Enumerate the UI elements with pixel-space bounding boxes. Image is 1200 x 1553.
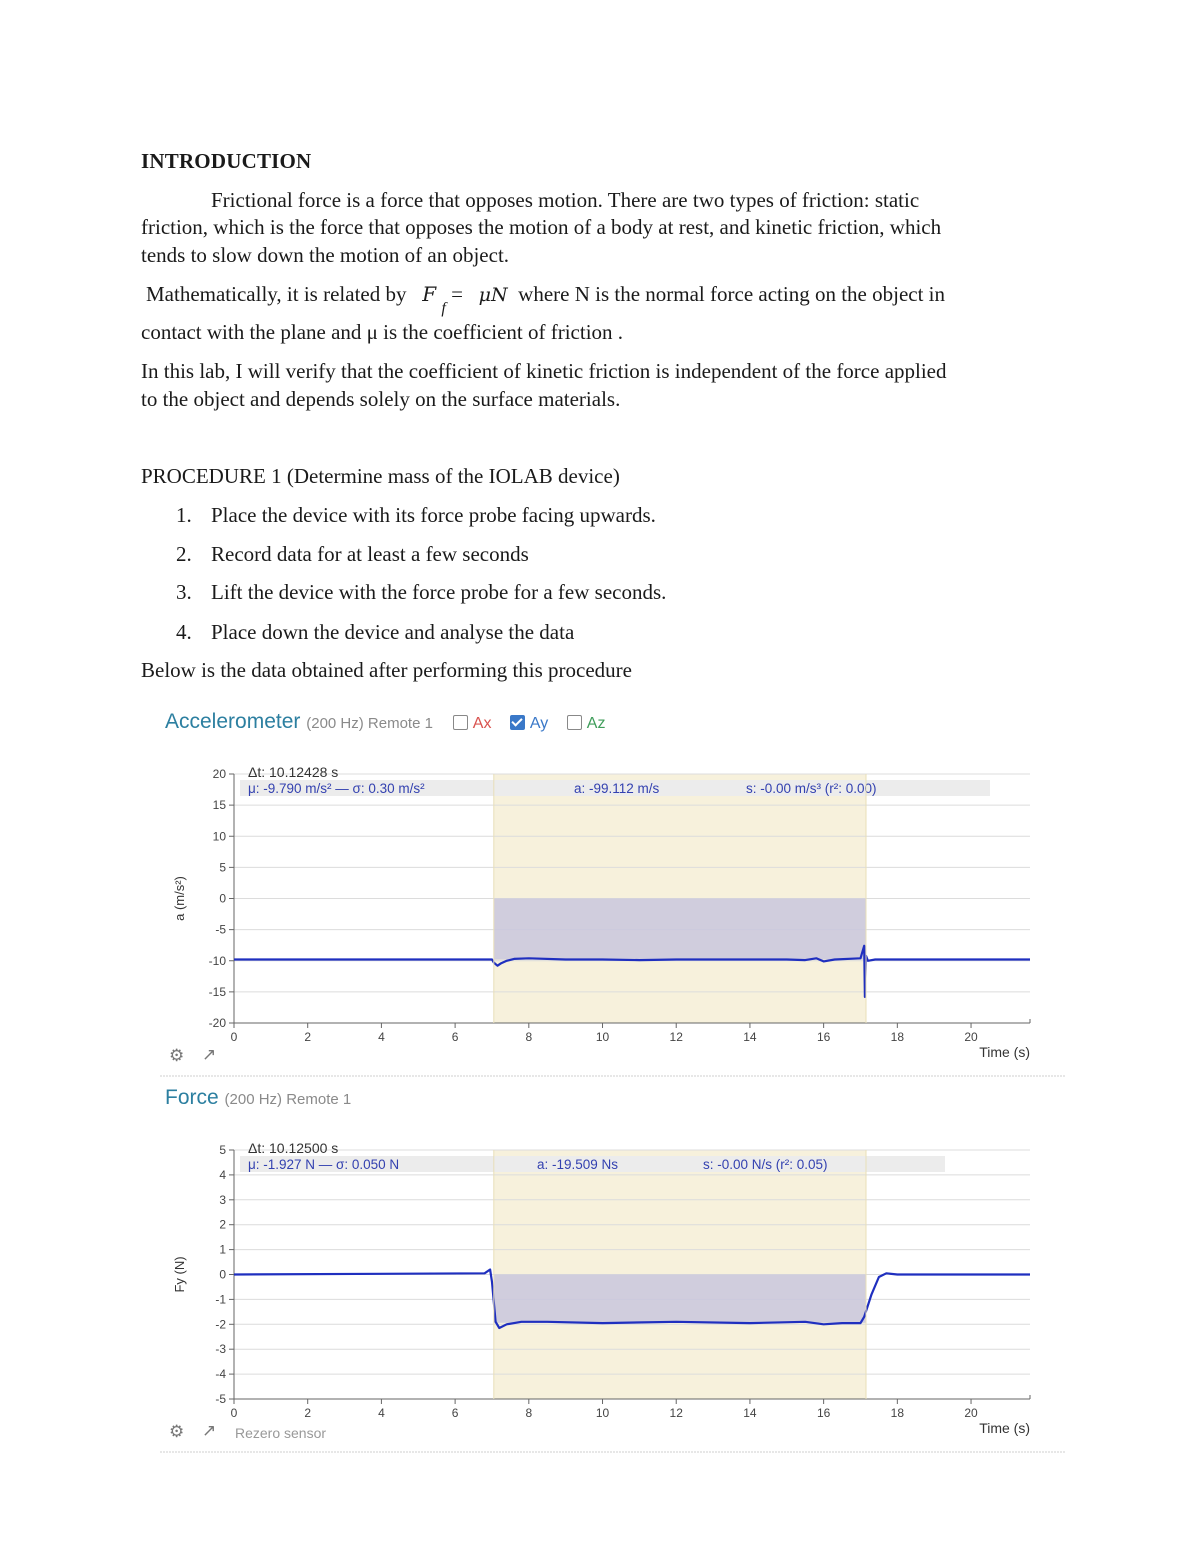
force-x-tick-label: 10	[595, 1406, 610, 1420]
force-y-tick-label: -1	[215, 1292, 226, 1307]
force-x-tick-label: 14	[743, 1406, 757, 1420]
force-stats-slope: s: -0.00 N/s (r²: 0.05)	[703, 1157, 828, 1172]
formula-intro-text: Mathematically, it is related by	[146, 282, 407, 306]
gear-icon[interactable]: ⚙	[169, 1046, 185, 1065]
accel-y-tick-label: 10	[212, 829, 226, 844]
intro-para3-line1: In this lab, I will verify that the coefficient of kinetic friction is independent of the force applied	[141, 359, 947, 383]
accel-area-fill	[494, 899, 866, 960]
step-number: 2.	[176, 542, 192, 566]
intro-para3-line2: to the object and depends solely on the surface materials.	[141, 387, 621, 411]
accel-stats-mean: μ: -9.790 m/s² — σ: 0.30 m/s²	[248, 781, 425, 796]
accel-x-tick-label: 2	[304, 1030, 312, 1044]
accel-y-tick-label: -15	[208, 984, 226, 999]
force-stats-area: a: -19.509 Ns	[537, 1157, 619, 1172]
accel-y-tick-label: -5	[215, 922, 226, 937]
accel-x-axis-label: Time (s)	[979, 1044, 1030, 1060]
force-y-tick-label: -3	[215, 1342, 226, 1357]
step-text: Place down the device and analyse the data	[211, 620, 575, 644]
ay-label[interactable]: Ay	[529, 715, 549, 732]
step-text: Record data for at least a few seconds	[211, 542, 529, 566]
accel-x-tick-label: 8	[525, 1030, 533, 1044]
step-text: Place the device with its force probe facing upwards.	[211, 503, 656, 527]
force-y-tick-label: 4	[219, 1167, 226, 1182]
force-x-tick-label: 12	[669, 1406, 683, 1420]
accel-x-tick-label: 4	[378, 1030, 385, 1044]
external-link-icon[interactable]: ↗	[202, 1421, 217, 1440]
accel-y-tick-label: 15	[212, 798, 226, 813]
accel-stats-dt: Δt: 10.12428 s	[248, 764, 339, 780]
accel-y-tick-label: 20	[212, 767, 226, 781]
force-y-tick-label: 3	[219, 1192, 226, 1207]
force-subtitle: (200 Hz) Remote 1	[224, 1091, 352, 1108]
procedure-closing: Below is the data obtained after performing this procedure	[141, 658, 632, 682]
az-label[interactable]: Az	[586, 715, 606, 732]
accel-y-tick-label: 5	[219, 860, 226, 875]
accel-x-tick-label: 16	[816, 1030, 831, 1044]
accel-x-tick-label: 20	[964, 1030, 978, 1044]
accel-stats-slope: s: -0.00 m/s³ (r²: 0.00)	[746, 781, 877, 796]
force-stats-dt: Δt: 10.12500 s	[248, 1140, 339, 1156]
force-x-tick-label: 4	[378, 1406, 385, 1420]
intro-para2-line2: contact with the plane and μ is the coefficient of friction .	[141, 320, 624, 344]
force-stats-mean: μ: -1.927 N — σ: 0.050 N	[248, 1157, 400, 1172]
force-y-tick-label: 0	[219, 1267, 226, 1282]
gear-icon[interactable]: ⚙	[169, 1422, 185, 1441]
formula-f: F	[422, 282, 437, 306]
intro-para1-line2: friction, which is the force that opposes the motion of a body at rest, and kinetic friction, which	[141, 215, 942, 239]
formula-rhs: μN	[478, 284, 508, 306]
accel-x-tick-label: 12	[669, 1030, 683, 1044]
accel-x-tick-label: 6	[451, 1030, 459, 1044]
accel-x-tick-label: 18	[890, 1030, 905, 1044]
accel-y-tick-label: -10	[208, 953, 226, 968]
step-number: 3.	[176, 580, 192, 604]
intro-heading: INTRODUCTION	[141, 149, 312, 173]
force-y-tick-label: -2	[215, 1317, 226, 1332]
accel-x-tick-label: 10	[595, 1030, 610, 1044]
force-y-axis-label: Fy (N)	[172, 1256, 187, 1293]
intro-para1-line1: Frictional force is a force that opposes motion. There are two types of friction: static	[211, 188, 920, 212]
accel-y-tick-label: -20	[208, 1016, 226, 1030]
accel-stats-area: a: -99.112 m/s	[574, 781, 660, 796]
force-x-tick-label: 18	[890, 1406, 905, 1420]
accel-x-tick-label: 0	[230, 1030, 238, 1044]
force-area-fill	[494, 1275, 866, 1323]
procedure-heading: PROCEDURE 1 (Determine mass of the IOLAB device)	[141, 464, 620, 488]
external-link-icon[interactable]: ↗	[202, 1045, 217, 1064]
force-x-axis-label: Time (s)	[979, 1420, 1030, 1436]
force-x-tick-label: 20	[964, 1406, 978, 1420]
formula-equals: =	[451, 282, 463, 306]
force-y-tick-label: -4	[215, 1367, 226, 1382]
force-y-tick-label: 1	[219, 1242, 226, 1257]
force-y-tick-label: -5	[215, 1392, 226, 1406]
force-chart[interactable]	[160, 1086, 1065, 1458]
formula-after-text: where N is the normal force acting on the object in	[518, 282, 946, 306]
force-x-tick-label: 16	[816, 1406, 831, 1420]
ax-label[interactable]: Ax	[472, 715, 492, 732]
force-x-tick-label: 0	[230, 1406, 238, 1420]
accel-y-axis-label: a (m/s²)	[172, 876, 187, 921]
force-x-tick-label: 6	[451, 1406, 459, 1420]
force-x-tick-label: 2	[304, 1406, 312, 1420]
force-title-text: Force	[165, 1086, 219, 1109]
formula-line	[146, 280, 946, 317]
accelerometer-title-text: Accelerometer	[165, 710, 301, 733]
accel-y-tick-label: 0	[219, 891, 226, 906]
intro-para1-line3: tends to slow down the motion of an object.	[141, 243, 510, 267]
accelerometer-chart[interactable]	[160, 710, 1065, 1082]
step-number: 1.	[176, 503, 192, 527]
step-number: 4.	[176, 620, 192, 644]
step-text: Lift the device with the force probe for a few seconds.	[211, 580, 667, 604]
accelerometer-subtitle: (200 Hz) Remote 1	[306, 715, 433, 732]
force-y-tick-label: 2	[219, 1217, 226, 1232]
force-y-tick-label: 5	[219, 1143, 226, 1157]
formula-subscript: f	[441, 300, 446, 317]
accel-x-tick-label: 14	[743, 1030, 757, 1044]
force-x-tick-label: 8	[525, 1406, 533, 1420]
rezero-sensor-link[interactable]: Rezero sensor	[235, 1425, 327, 1441]
force-panel	[160, 1086, 1065, 1458]
accelerometer-panel	[160, 710, 1065, 1082]
